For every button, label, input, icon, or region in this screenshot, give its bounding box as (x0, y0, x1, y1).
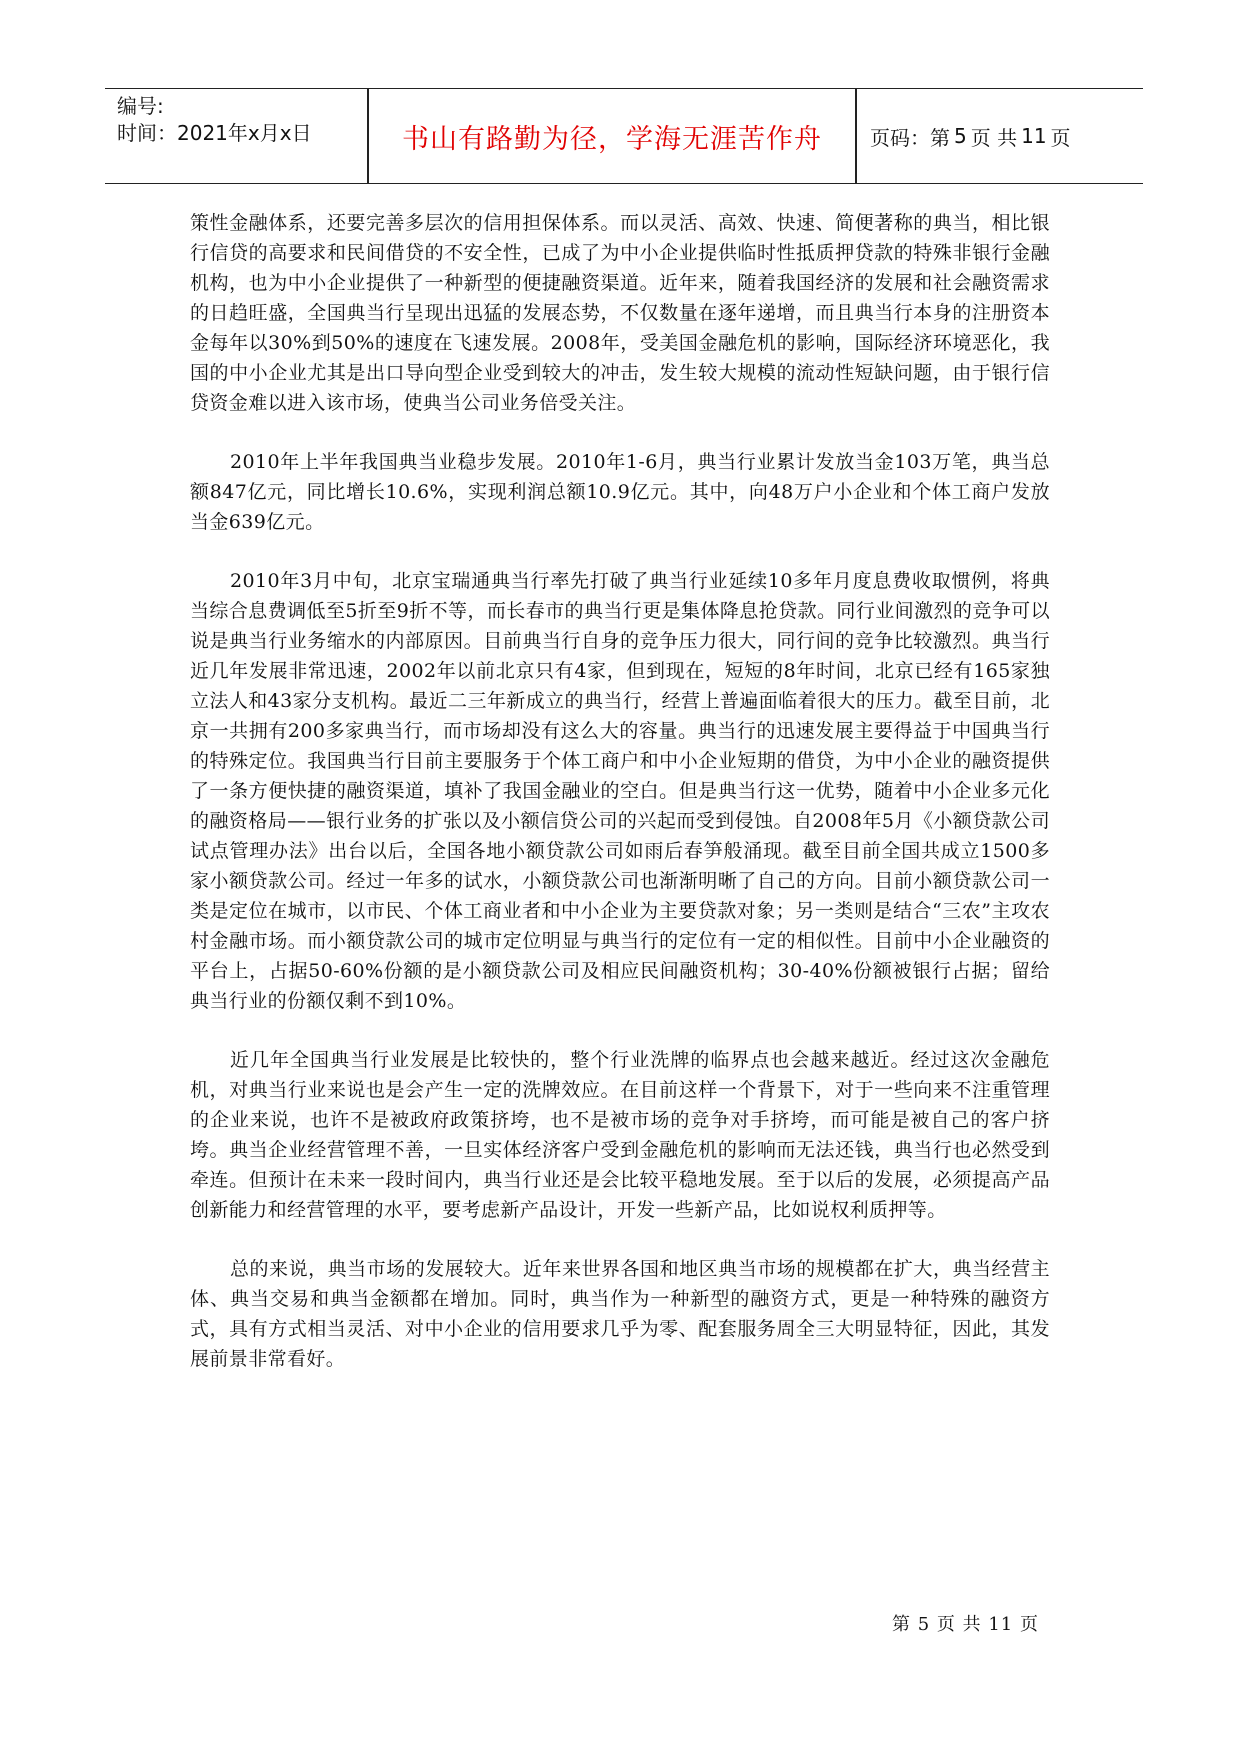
serial-number-label: 编号: (117, 94, 164, 118)
paragraph: 近几年全国典当行业发展是比较快的，整个行业洗牌的临界点也会越来越近。经过这次金融危机，对典当行业来说也是会产生一定的洗牌效应。在目前这样一个背景下，对于一些向来不注重管理的企业来说，也许不是被政府政策挤垮，也不是被市场的竞争对手挤垮，而可能是被自己的客户挤垮。典当企业经营管理不善，一旦实体经济客户受到金融危机的影响而无法还钱，典当行也必然受到牵连。但预计在未来一段时间内，典当行业还是会比较平稳地发展。至于以后的发展，必须提高产品创新能力和经营管理的水平，要考虑新产品设计，开发一些新产品，比如说权利质押等。 (190, 1049, 1050, 1221)
paragraph: 总的来说，典当市场的发展较大。近年来世界各国和地区典当市场的规模都在扩大，典当经营主体、典当交易和典当金额都在增加。同时，典当作为一种新型的融资方式，更是一种特殊的融资方式，具有方式相当灵活、对中小企业的信用要求几乎为零、配套服务周全三大明显特征，因此，其发展前景非常看好。 (190, 1258, 1050, 1370)
page-code-mid: 页 共 (970, 125, 1018, 150)
header-motto: 书山有路勤为径，学海无涯苦作舟 (402, 123, 822, 155)
header-page-code (870, 89, 1075, 183)
paragraph: 2010年3月中旬，北京宝瑞通典当行率先打破了典当行业延续10多年月度息费收取惯例，将典当综合息费调低至5折至9折不等，而长春市的典当行更是集体降息抢贷款。同行业间激烈的竞争可以说是典当行业务缩水的内部原因。目前典当行自身的竞争压力很大，同行间的竞争比较激烈。典当行近几年发展非常迅速，2002年以前北京只有4家，但到现在，短短的8年时间，北京已经有165家独立法人和43家分支机构。最近二三年新成立的典当行，经营上普遍面临着很大的压力。截至目前，北京一共拥有200多家典当行，而市场却没有这么大的容量。典当行的迅速发展主要得益于中国典当行的特殊定位。我国典当行目前主要服务于个体工商户和中小企业短期的借贷，为中小企业的融资提供了一条方便快捷的融资渠道，填补了我国金融业的空白。但是典当行这一优势，随着中小企业多元化的融资格局——银行业务的扩张以及小额信贷公司的兴起而受到侵蚀。自2008年5月《小额贷款公司试点管理办法》出台以后，全国各地小额贷款公司如雨后春笋般涌现。截至目前全国共成立1500多家小额贷款公司。经过一年多的试水，小额贷款公司也渐渐明晰了自己的方向。目前小额贷款公司一类是定位在城市，以市民、个体工商业者和中小企业为主要贷款对象；另一类则是结合“三农”主攻农村金融市场。而小额贷款公司的城市定位明显与典当行的定位有一定的相似性。目前中小企业融资的平台上，占据50-60%份额的是小额贷款公司及相应民间融资机构；30-40%份额被银行占据；留给典当行业的份额仅剩不到10%。 (190, 570, 1050, 1012)
page-code-current: 5 (954, 124, 967, 148)
document-body (190, 208, 1050, 1403)
page-code-label: 页码：第 (870, 125, 950, 150)
paragraph: 2010年上半年我国典当业稳步发展。2010年1-6月，典当行业累计发放当金103万笔，典当总额847亿元，同比增长10.6%，实现利润总额10.9亿元。其中，向48万户小企业和个体工商户发放当金639亿元。 (190, 451, 1050, 533)
paragraph: 策性金融体系，还要完善多层次的信用担保体系。而以灵活、高效、快速、简便著称的典当，相比银行信贷的高要求和民间借贷的不安全性，已成了为中小企业提供临时性抵质押贷款的特殊非银行金融机构，也为中小企业提供了一种新型的便捷融资渠道。近年来，随着我国经济的发展和社会融资需求的日趋旺盛，全国典当行呈现出迅猛的发展态势，不仅数量在逐年递增，而且典当行本身的注册资本金每年以30%到50%的速度在飞速发展。2008年，受美国金融危机的影响，国际经济环境恶化，我国的中小企业尤其是出口导向型企业受到较大的冲击，发生较大规模的流动性短缺问题，由于银行信贷资金难以进入该市场，使典当公司业务倍受关注。 (190, 212, 1050, 414)
page-code-end: 页 (1050, 125, 1071, 150)
header-divider-right (855, 89, 857, 183)
page-header (105, 88, 1143, 184)
header-meta (117, 93, 367, 147)
date-label: 时间：2021年x月x日 (117, 121, 312, 145)
page-code-total: 11 (1021, 124, 1047, 148)
page-footer: 第 5 页 共 11 页 (892, 1614, 1039, 1635)
